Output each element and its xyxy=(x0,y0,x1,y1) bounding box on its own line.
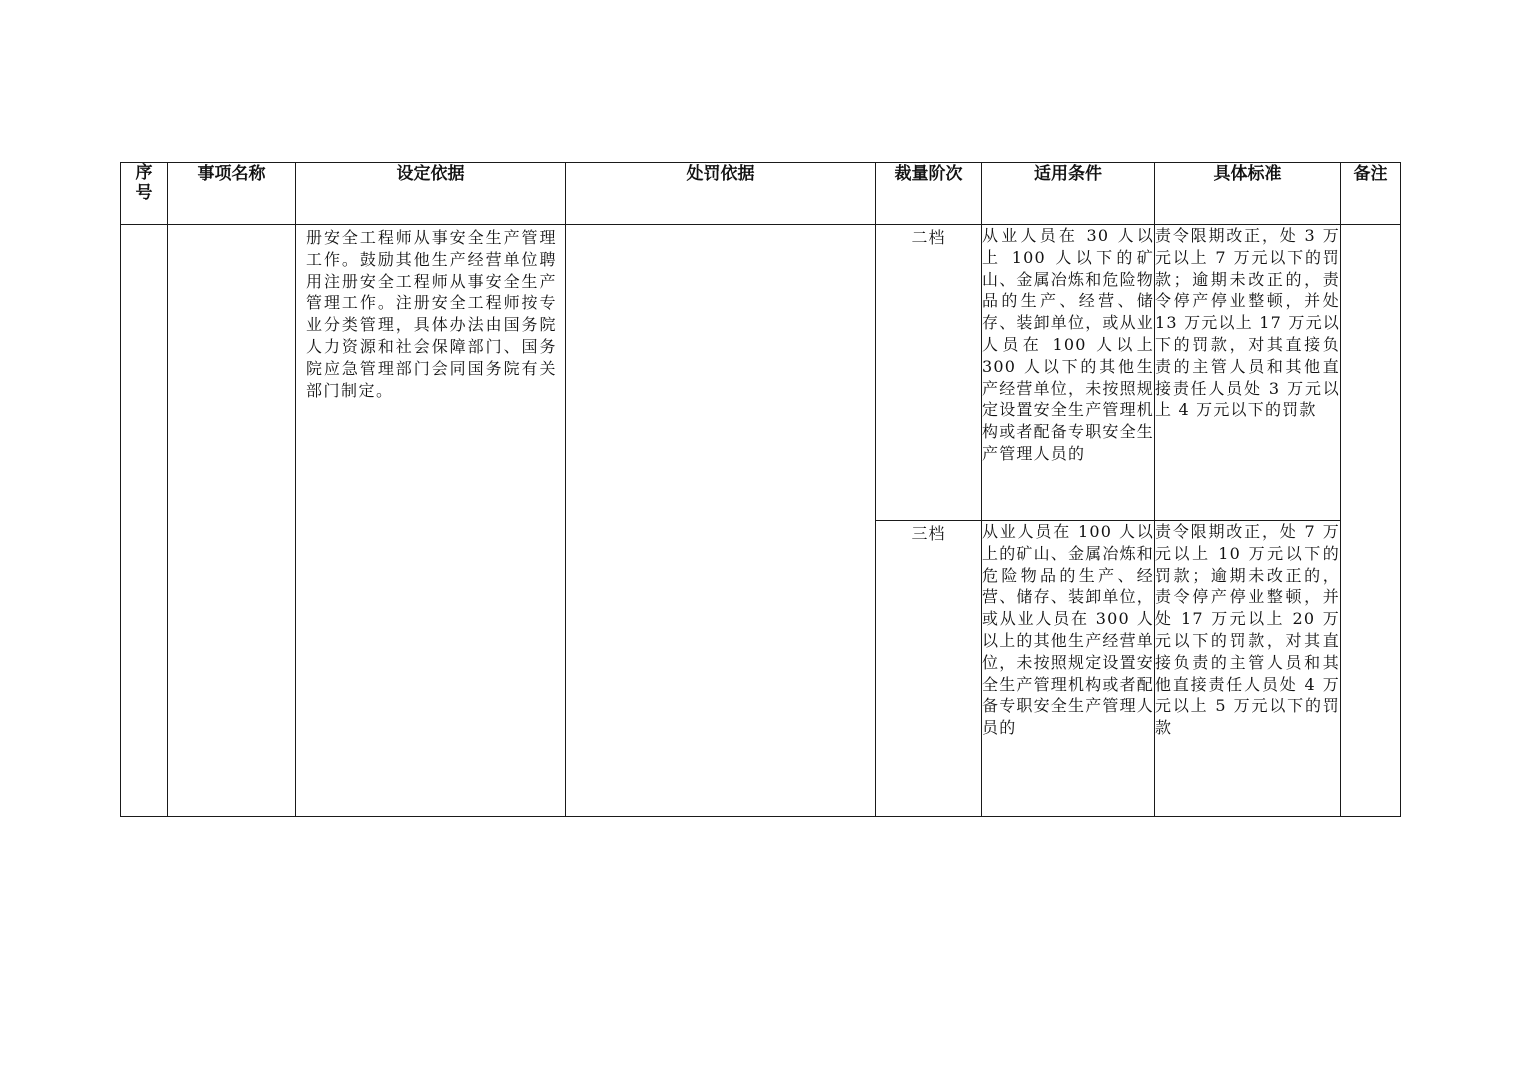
tier-cell: 二档 xyxy=(876,225,982,521)
header-penalty-basis: 处罚依据 xyxy=(566,163,876,225)
setting-basis-cell xyxy=(296,225,566,817)
seq-cell xyxy=(121,225,168,817)
penalty-standard-table xyxy=(120,162,1401,817)
header-discretion-level: 裁量阶次 xyxy=(876,163,982,225)
table-header-row xyxy=(121,163,1401,225)
header-seq: 序号 xyxy=(121,163,168,225)
setting-basis-text: 册安全工程师从事安全生产管理工作。鼓励其他生产经营单位聘用注册安全工程师从事安全生产管理工作。注册安全工程师按专业分类管理，具体办法由国务院人力资源和社会保障部门、国务院应急管理部门会同国务院有关部门制定。 xyxy=(306,228,557,400)
header-standard: 具体标准 xyxy=(1155,163,1341,225)
table-row xyxy=(121,225,1401,521)
header-setting-basis: 设定依据 xyxy=(296,163,566,225)
item-name-cell xyxy=(168,225,296,817)
header-conditions: 适用条件 xyxy=(982,163,1155,225)
header-item-name: 事项名称 xyxy=(168,163,296,225)
header-remarks: 备注 xyxy=(1341,163,1401,225)
condition-cell: 从业人员在 100 人以上的矿山、金属冶炼和危险物品的生产、经营、储存、装卸单位，或从业人员在 300 人以上的其他生产经营单位，未按照规定设置安全生产管理机构或者配备专职安全生产管理人员的 xyxy=(982,521,1155,817)
remarks-cell xyxy=(1341,225,1401,817)
standard-cell: 责令限期改正，处 7 万元以上 10 万元以下的罚款；逾期未改正的，责令停产停业整顿，并处 17 万元以上 20 万元以下的罚款，对其直接负责的主管人员和其他直接责任人员处 4 万元以上 5 万元以下的罚款 xyxy=(1155,521,1341,817)
penalty-basis-cell xyxy=(566,225,876,817)
standard-cell: 责令限期改正，处 3 万元以上 7 万元以下的罚款；逾期未改正的，责令停产停业整顿，并处 13 万元以上 17 万元以下的罚款，对其直接负责的主管人员和其他直接责任人员处 3 万元以上 4 万元以下的罚款 xyxy=(1155,225,1341,521)
condition-cell: 从业人员在 30 人以上 100 人以下的矿山、金属冶炼和危险物品的生产、经营、储存、装卸单位，或从业人员在 100 人以上 300 人以下的其他生产经营单位，未按照规定设置安全生产管理机构或者配备专职安全生产管理人员的 xyxy=(982,225,1155,521)
tier-cell: 三档 xyxy=(876,521,982,817)
